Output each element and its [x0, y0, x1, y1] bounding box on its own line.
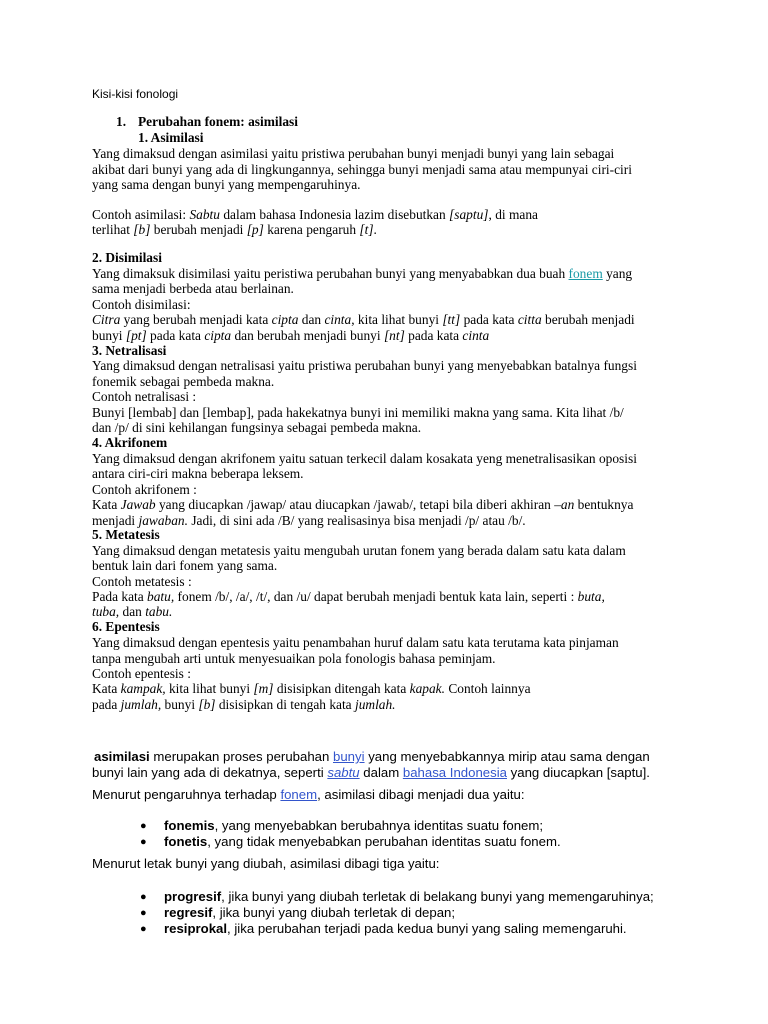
fonem-link[interactable]: fonem [568, 266, 603, 281]
section-title: Perubahan fonem: asimilasi [138, 114, 298, 129]
disimilasi-line-3: Contoh disimilasi: [92, 297, 191, 312]
netralisasi-line-4: Bunyi [lembab] dan [lembap], pada hakekatnya bunyi ini memiliki makna yang sama. Kita lihat /b/ [92, 405, 624, 420]
epentesis-line-3: Contoh epentesis : [92, 666, 191, 681]
epentesis-line-5: pada jumlah, bunyi [b] disisipkan di tengah kata jumlah. [92, 697, 396, 712]
disimilasi-line-5: bunyi [pt] pada kata cipta dan berubah menjadi bunyi [nt] pada kata cinta [92, 328, 490, 343]
list-item: fonetis, yang tidak menyebabkan perubahan identitas suatu fonem. [164, 834, 561, 849]
metatesis-line-5: tuba, dan tabu. [92, 604, 173, 619]
asimilasi-line-2: akibat dari bunyi yang ada di lingkungannya, sehingga bunyi menjadi sama atau mempunyai ciri-ciri [92, 162, 632, 177]
sabtu-link[interactable]: sabtu [327, 765, 360, 780]
bullet-icon: ● [140, 907, 147, 919]
list-item: regresif, jika bunyi yang diubah terletak di depan; [164, 905, 456, 920]
epentesis-line-2: tanpa mengubah arti untuk menyesuaikan pola fonologis bahasa peminjam. [92, 651, 496, 666]
wiki-paragraph-3: Menurut pengaruhnya terhadap fonem, asimilasi dibagi menjadi dua yaitu: [92, 787, 525, 802]
disimilasi-line-2: sama menjadi berbeda atau berlainan. [92, 281, 294, 296]
wiki-paragraph-2: bunyi lain yang ada di dekatnya, seperti sabtu dalam bahasa Indonesia yang diucapkan [saptu]. [92, 765, 650, 780]
section-number: 1. [116, 114, 127, 129]
metatesis-line-1: Yang dimaksud dengan metatesis yaitu mengubah urutan fonem yang berada dalam satu kata dalam [92, 543, 626, 558]
asimilasi-heading: 1. Asimilasi [138, 130, 204, 145]
bunyi-link[interactable]: bunyi [333, 749, 365, 764]
wiki-paragraph-4: Menurut letak bunyi yang diubah, asimilasi dibagi tiga yaitu: [92, 856, 440, 871]
list-item: resiprokal, jika perubahan terjadi pada kedua bunyi yang saling memengaruhi. [164, 921, 627, 936]
netralisasi-line-1: Yang dimaksud dengan netralisasi yaitu pristiwa perubahan bunyi yang menyebabkan batalnya fungsi [92, 358, 637, 373]
wiki-paragraph-1: asimilasi merupakan proses perubahan bunyi yang menyebabkannya mirip atau sama dengan [94, 749, 650, 764]
epentesis-heading: 6. Epentesis [92, 619, 160, 634]
bullet-icon: ● [140, 836, 147, 848]
disimilasi-line-1: Yang dimaksuk disimilasi yaitu peristiwa perubahan bunyi yang menyababkan dua buah fonem yang [92, 266, 633, 281]
akrifonem-line-5: menjadi jawaban. Jadi, di sini ada /B/ yang realisasinya bisa menjadi /p/ atau /b/. [92, 513, 526, 528]
akrifonem-line-4: Kata Jawab yang diucapkan /jawap/ atau diucapkan /jawab/, tetapi bila diberi akhiran –an bentuknya [92, 497, 634, 512]
akrifonem-line-1: Yang dimaksud dengan akrifonem yaitu satuan terkecil dalam kosakata yeng menetralisasikan oposisi [92, 451, 637, 466]
list-item: progresif, jika bunyi yang diubah terletak di belakang bunyi yang memengaruhinya; [164, 889, 654, 904]
metatesis-heading: 5. Metatesis [92, 527, 160, 542]
netralisasi-heading: 3. Netralisasi [92, 343, 167, 358]
asimilasi-example-1: Contoh asimilasi: Sabtu dalam bahasa Indonesia lazim disebutkan [saptu], di mana [92, 207, 538, 222]
epentesis-line-1: Yang dimaksud dengan epentesis yaitu penambahan huruf dalam satu kata terutama kata pinjaman [92, 635, 619, 650]
disimilasi-heading: 2. Disimilasi [92, 250, 162, 265]
metatesis-line-3: Contoh metatesis : [92, 574, 192, 589]
akrifonem-line-3: Contoh akrifonem : [92, 482, 197, 497]
epentesis-line-4: Kata kampak, kita lihat bunyi [m] disisipkan ditengah kata kapak. Contoh lainnya [92, 681, 531, 696]
bullet-icon: ● [140, 820, 147, 832]
netralisasi-line-3: Contoh netralisasi : [92, 389, 197, 404]
fonem-link-2[interactable]: fonem [280, 787, 318, 802]
bullet-icon: ● [140, 923, 147, 935]
akrifonem-line-2: antara ciri-ciri makna beberapa leksem. [92, 466, 304, 481]
bullet-icon: ● [140, 891, 147, 903]
bahasa-indonesia-link[interactable]: bahasa Indonesia [402, 765, 507, 780]
asimilasi-example-2: terlihat [b] berubah menjadi [p] karena pengaruh [t]. [92, 222, 377, 237]
metatesis-line-4: Pada kata batu, fonem /b/, /a/, /t/, dan /u/ dapat berubah menjadi bentuk kata lain, seperti : buta, [92, 589, 605, 604]
metatesis-line-2: bentuk lain dari fonem yang sama. [92, 558, 278, 573]
netralisasi-line-2: fonemik sebagai pembeda makna. [92, 374, 275, 389]
section-heading [116, 114, 298, 130]
netralisasi-line-5: dan /p/ di sini kehilangan fungsinya sebagai pembeda makna. [92, 420, 422, 435]
list-item: fonemis, yang menyebabkan berubahnya identitas suatu fonem; [164, 818, 544, 833]
disimilasi-line-4: Citra yang berubah menjadi kata cipta dan cinta, kita lihat bunyi [tt] pada kata citta berubah menjadi [92, 312, 635, 327]
asimilasi-line-3: yang sama dengan bunyi yang mempengaruhinya. [92, 177, 361, 192]
document-title: Kisi-kisi fonologi [92, 87, 179, 101]
akrifonem-heading: 4. Akrifonem [92, 435, 168, 450]
asimilasi-line-1: Yang dimaksud dengan asimilasi yaitu pristiwa perubahan bunyi menjadi bunyi yang lain sebagai [92, 146, 615, 161]
